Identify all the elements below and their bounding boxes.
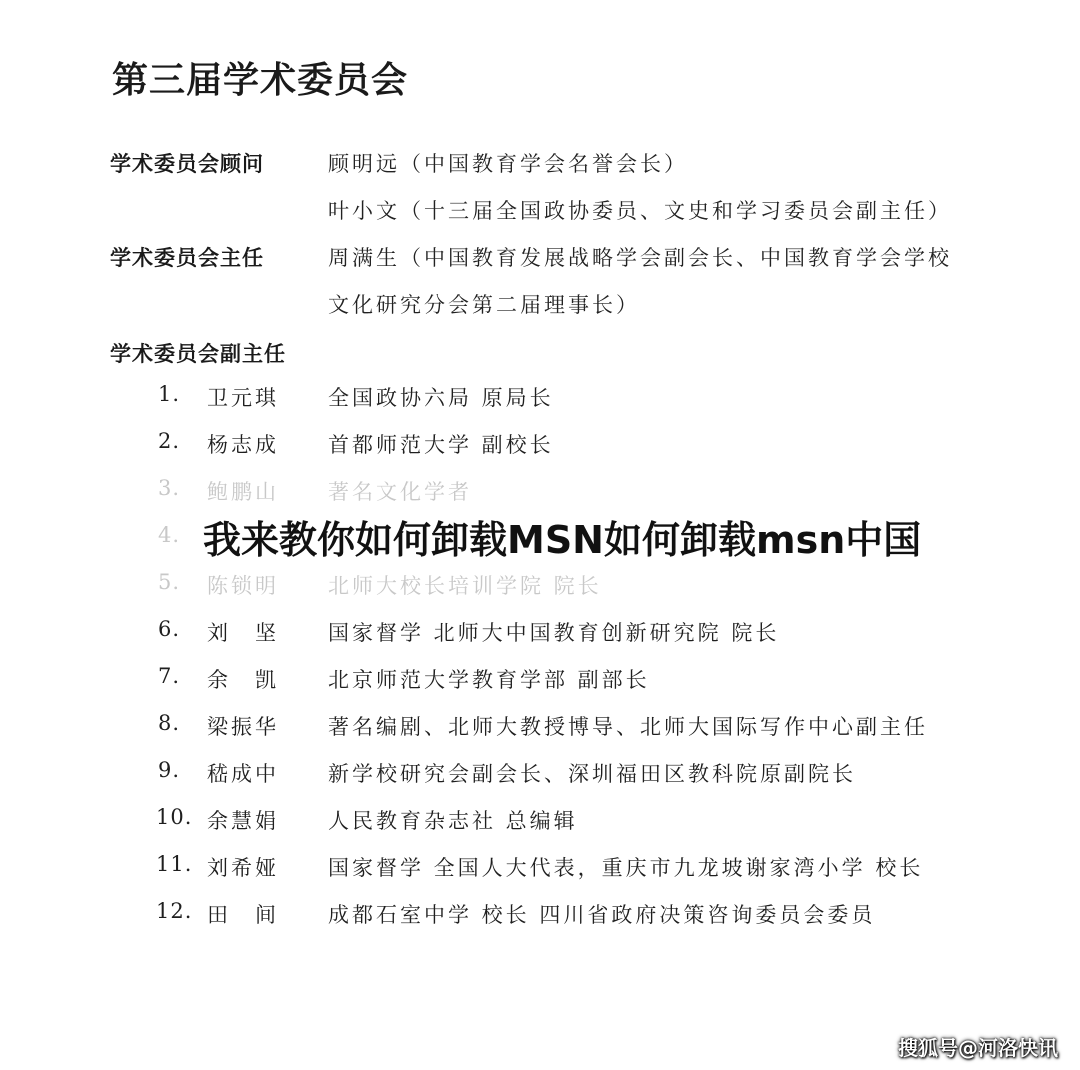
document-title: 第三届学术委员会: [112, 59, 409, 101]
advisor-line: 顾明远（中国教育学会名誉会长）: [328, 152, 688, 176]
member-number: 4.: [158, 523, 181, 547]
member-number: 11.: [156, 852, 193, 876]
member-role: 首都师范大学 副校长: [328, 433, 554, 457]
member-name: 余慧娟: [207, 809, 279, 833]
member-row: [0, 758, 1080, 790]
member-role: 全国政协六局 原局长: [328, 386, 554, 410]
member-name: 嵇成中: [207, 762, 279, 786]
member-row: [0, 664, 1080, 696]
member-role: 新学校研究会副会长、深圳福田区教科院原副院长: [328, 762, 856, 786]
member-number: 12.: [156, 899, 193, 923]
member-role: 国家督学 全国人大代表，重庆市九龙坡谢家湾小学 校长: [328, 856, 924, 880]
member-role: 著名文化学者: [328, 480, 472, 504]
member-number: 1.: [158, 382, 181, 406]
member-name: 梁振华: [207, 715, 279, 739]
member-row: [0, 382, 1080, 414]
member-row: [0, 852, 1080, 884]
member-number: 7.: [158, 664, 181, 688]
member-row: [0, 570, 1080, 602]
member-role: 著名编剧、北师大教授博导、北师大国际写作中心副主任: [328, 715, 928, 739]
director-line: 文化研究分会第二届理事长）: [328, 293, 640, 317]
member-number: 3.: [158, 476, 181, 500]
member-role: 北京师范大学教育学部 副部长: [328, 668, 650, 692]
member-row: [0, 429, 1080, 461]
member-number: 2.: [158, 429, 181, 453]
member-role: 成都石室中学 校长 四川省政府决策咨询委员会委员: [328, 903, 876, 927]
overlay-caption: 我来教你如何卸载MSN如何卸载msn中国: [203, 518, 922, 562]
director-line: 周满生（中国教育发展战略学会副会长、中国教育学会学校: [328, 246, 952, 270]
member-name: 刘希娅: [207, 856, 279, 880]
member-row: [0, 476, 1080, 508]
member-role: 北师大校长培训学院 院长: [328, 574, 602, 598]
member-row: [0, 899, 1080, 931]
member-number: 10.: [156, 805, 193, 829]
member-number: 6.: [158, 617, 181, 641]
member-name: 刘 坚: [207, 621, 279, 645]
member-name: 余 凯: [207, 668, 279, 692]
member-name: 杨志成: [207, 433, 279, 457]
member-row: [0, 617, 1080, 649]
advisor-label: 学术委员会顾问: [110, 151, 264, 176]
member-name: 陈锁明: [207, 574, 279, 598]
source-watermark: 搜狐号@河洛快讯: [898, 1036, 1058, 1060]
member-row: [0, 805, 1080, 837]
member-role: 国家督学 北师大中国教育创新研究院 院长: [328, 621, 780, 645]
member-name: 卫元琪: [207, 386, 279, 410]
member-name: 田 间: [207, 903, 279, 927]
member-number: 9.: [158, 758, 181, 782]
member-name: 鲍鹏山: [207, 480, 279, 504]
member-row: [0, 711, 1080, 743]
advisor-line: 叶小文（十三届全国政协委员、文史和学习委员会副主任）: [328, 199, 952, 223]
vice-director-label: 学术委员会副主任: [110, 341, 286, 366]
director-label: 学术委员会主任: [110, 245, 264, 270]
member-number: 5.: [158, 570, 181, 594]
member-number: 8.: [158, 711, 181, 735]
member-role: 人民教育杂志社 总编辑: [328, 809, 578, 833]
